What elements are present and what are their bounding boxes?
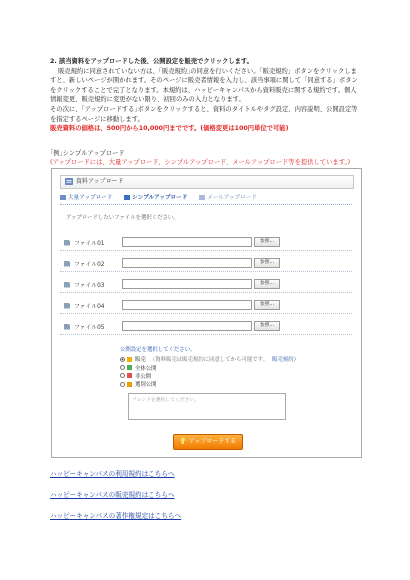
example-note: (アップロードには、大量アップロード、シンプルアップロード、メールアップロード等を提供しています。)	[50, 159, 351, 166]
tab-mail-upload[interactable]: メールアップロード	[199, 193, 257, 201]
file-row	[60, 256, 352, 270]
private-icon	[127, 373, 132, 378]
step-paragraph-1: 販売規約に同意されていない方は、｢販売規約｣の同意を行いください。「販売規約」ボタンをクリックしますと、新しいページが開かれます。そのページに販売者情報を入力し、該当事項に関して「同意する」ボタンをクリックすることで完了となります。本規約は、ハッピーキャンパスから資料販売に関する規約です。個人情報変更、販売規約に変更がない限り、初回のみの入力となります。	[50, 67, 358, 104]
step-heading: 2. 該当資料をアップロードした後、公開設定を販売でクリックします。	[50, 58, 253, 65]
file-icon	[124, 195, 130, 200]
file-label: ファイル03	[74, 283, 105, 289]
sales-terms-link[interactable]: 販売規約	[271, 357, 294, 364]
sales-terms-link[interactable]: ハッピーキャンパスの販売規約はこちらへ	[50, 491, 175, 499]
browse-button[interactable]: 参照...	[254, 300, 280, 310]
browse-button[interactable]: 参照...	[254, 321, 280, 331]
step-instructions	[50, 57, 360, 134]
radio-button[interactable]	[120, 357, 125, 362]
upload-screenshot	[51, 168, 362, 458]
file-path-input[interactable]	[122, 279, 252, 289]
file-icon	[64, 324, 70, 330]
publish-option-sale[interactable]: 販売 （資料販売は販売規約に同意してから可能です。 販売規約 ）	[120, 355, 299, 363]
publish-option-selected[interactable]: 選別公開	[120, 380, 299, 388]
divider	[60, 334, 352, 335]
divider	[60, 313, 352, 314]
browse-button[interactable]: 参照...	[254, 237, 280, 247]
file-icon	[64, 240, 70, 246]
friend-select-field[interactable]: フレンドを選択してください。	[128, 393, 286, 420]
file-path-input[interactable]	[122, 258, 252, 268]
file-label: ファイル04	[74, 304, 105, 310]
divider	[60, 204, 352, 205]
publish-option-public[interactable]: 全体公開	[120, 363, 299, 371]
radio-button[interactable]	[120, 373, 125, 378]
tab-simple-upload[interactable]: シンプルアップロード	[124, 193, 187, 201]
file-row	[60, 277, 352, 291]
upload-mode-tabs	[60, 193, 267, 202]
radio-button[interactable]	[120, 365, 125, 370]
example-title: ｢例｣シンプルアップロード	[50, 150, 125, 157]
file-path-input[interactable]	[122, 321, 252, 331]
sale-icon	[127, 357, 132, 362]
upload-arrow-icon	[180, 437, 186, 444]
file-label: ファイル05	[74, 325, 105, 331]
file-path-input[interactable]	[122, 237, 252, 247]
divider	[60, 292, 352, 293]
document-icon	[65, 178, 73, 185]
browse-button[interactable]: 参照...	[254, 279, 280, 289]
publish-option-private[interactable]: 非公開	[120, 372, 299, 380]
stack-icon	[60, 195, 66, 200]
public-icon	[127, 365, 132, 370]
upload-button[interactable]: アップロードする	[173, 434, 243, 450]
terms-of-use-link[interactable]: ハッピーキャンパスの利用規約はこちらへ	[50, 470, 175, 478]
file-label: ファイル01	[74, 241, 105, 247]
file-label: ファイル02	[74, 262, 105, 268]
example-caption	[50, 149, 370, 167]
file-icon	[64, 261, 70, 267]
copyright-policy-link[interactable]: ハッピーキャンパスの著作権規定はこちらへ	[50, 512, 182, 520]
publish-settings	[120, 345, 299, 389]
friends-icon	[127, 382, 132, 387]
file-row	[60, 235, 352, 249]
publish-settings-title: 公開設定を選択してください。	[120, 347, 196, 353]
file-row	[60, 298, 352, 312]
uploader-titlebar	[60, 175, 354, 189]
browse-button[interactable]: 参照...	[254, 258, 280, 268]
divider	[60, 250, 352, 251]
step-paragraph-2: その次に、｢アップロードする｣ボタンをクリックすると、資料のタイトルやタグ設定、内容説明、公開設定等を指定するページに移動します。	[50, 105, 358, 123]
file-icon	[64, 282, 70, 288]
file-select-prompt: アップロードしたいファイルを選択ください。	[66, 215, 179, 221]
file-path-input[interactable]	[122, 300, 252, 310]
uploader-title: 資料アップロード	[76, 178, 124, 185]
divider	[60, 271, 352, 272]
mail-icon	[199, 195, 205, 200]
tab-bulk-upload[interactable]: 大量アップロード	[60, 193, 112, 201]
file-icon	[64, 303, 70, 309]
price-note: 販売資料の価格は、500円から10,000円までです。(価格変更は100円単位で可能)	[50, 125, 289, 133]
file-row	[60, 319, 352, 333]
radio-button[interactable]	[120, 382, 125, 387]
